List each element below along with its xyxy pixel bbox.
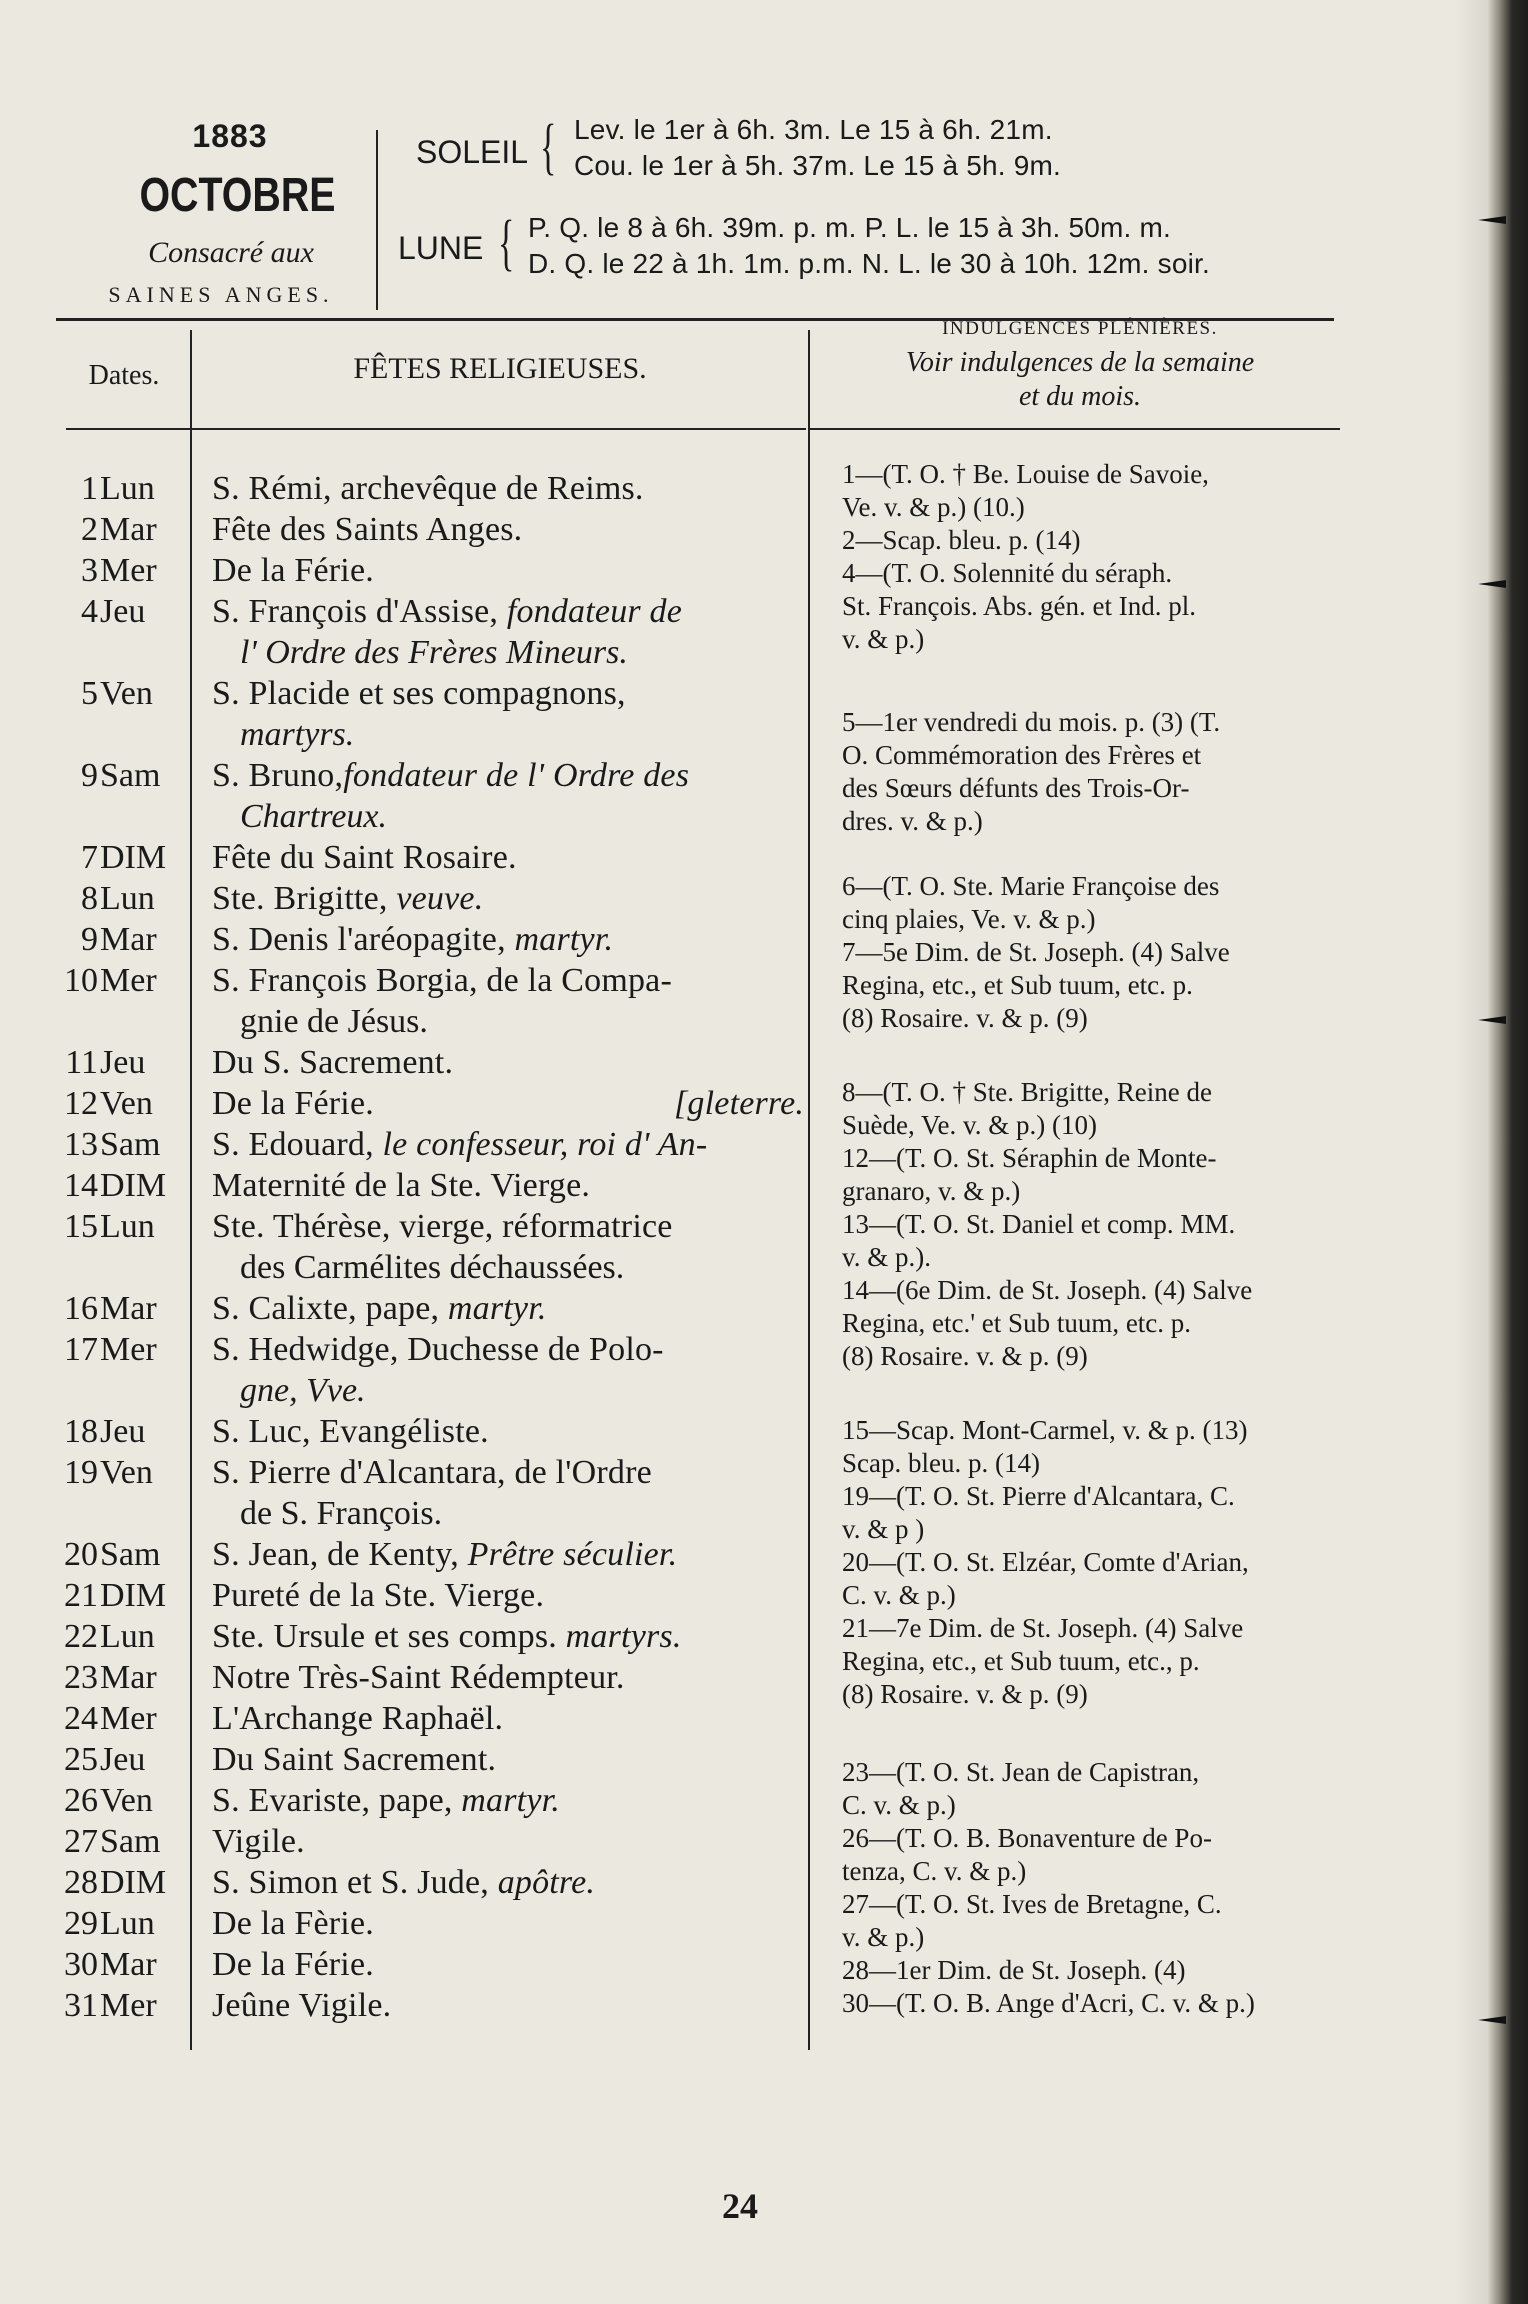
indulgence-line: (8) Rosaire. v. & p. (9) <box>842 1679 1088 1709</box>
feast-name <box>212 1575 867 1616</box>
feast-title: S. Hedwidge, Duchesse de Polo- <box>212 1331 664 1368</box>
feast-name <box>212 1042 867 1083</box>
feast-row <box>60 1452 820 1493</box>
day-number: 16 <box>64 1290 98 1327</box>
feast-name <box>212 509 867 550</box>
indulgences-group-3 <box>842 870 1362 1035</box>
binding-thread-icon <box>1476 574 1510 594</box>
weekday: Mer <box>100 552 157 589</box>
feast-title: Vigile. <box>212 1823 305 1860</box>
feast-row <box>60 1206 820 1247</box>
indulgence-line: 14—(6e Dim. de St. Joseph. (4) Salve <box>842 1275 1253 1305</box>
indulgence-line: O. Commémoration des Frères et <box>842 740 1202 770</box>
indulgences-group-2 <box>842 706 1362 838</box>
feast-title: De la Férie. <box>212 552 374 589</box>
dedication: Consacré aux <box>148 236 314 269</box>
weekday: Sam <box>100 1823 161 1860</box>
weekday: Mer <box>100 1700 157 1737</box>
feast-name <box>212 468 867 509</box>
feast-qualifier: fondateur de <box>506 593 683 630</box>
feast-name <box>212 591 867 632</box>
feast-title: De la Fèrie. <box>212 1905 374 1942</box>
feast-title: Jeûne Vigile. <box>212 1987 392 2024</box>
day-number: 11 <box>65 1044 98 1081</box>
feast-title: Notre Très-Saint Rédempteur. <box>212 1659 625 1696</box>
feast-row <box>60 1411 820 1452</box>
day-number: 15 <box>64 1208 98 1245</box>
feast-continuation: de S. François. <box>240 1495 443 1532</box>
indulgence-line: des Sœurs défunts des Trois-Or- <box>842 773 1190 803</box>
feast-name <box>212 1616 867 1657</box>
weekday: Jeu <box>100 1413 146 1450</box>
feast-row <box>60 591 820 632</box>
weekday: Ven <box>100 1454 153 1491</box>
feast-row <box>60 1083 820 1124</box>
feast-row <box>60 878 820 919</box>
feast-continuation: Chartreux. <box>240 798 388 835</box>
weekday: Ven <box>100 1085 153 1122</box>
indulgence-line: 8—(T. O. † Ste. Brigitte, Reine de <box>842 1077 1212 1107</box>
day-number: 5 <box>81 675 98 712</box>
indulgence-line: Regina, etc., et Sub tuum, etc. p. <box>842 970 1193 1000</box>
indulgence-line: (8) Rosaire. v. & p. (9) <box>842 1003 1088 1033</box>
feast-row <box>60 1575 820 1616</box>
day-number: 13 <box>64 1126 98 1163</box>
indulgences-subtitle-line1: Voir indulgences de la semaine <box>905 347 1255 378</box>
feast-name <box>212 1944 867 1985</box>
indulgence-line: 27—(T. O. St. Ives de Bretagne, C. <box>842 1889 1222 1919</box>
page-number: 24 <box>722 2186 758 2226</box>
indulgence-line: v. & p.) <box>842 1922 925 1952</box>
feast-row <box>60 1288 820 1329</box>
indulgence-line: 30—(T. O. B. Ange d'Acri, C. v. & p.) <box>842 1988 1255 2018</box>
indulgences-group-4 <box>842 1076 1362 1373</box>
day-number: 8 <box>81 880 98 917</box>
day-number: 27 <box>64 1823 98 1860</box>
indulgence-line: cinq plaies, Ve. v. & p.) <box>842 904 1096 934</box>
indulgence-line: Regina, etc., et Sub tuum, etc., p. <box>842 1646 1200 1676</box>
feast-row <box>60 673 820 714</box>
indulgence-line: 20—(T. O. St. Elzéar, Comte d'Arian, <box>842 1547 1249 1577</box>
day-number: 3 <box>81 552 98 589</box>
weekday: Sam <box>100 1536 161 1573</box>
feast-row <box>60 1657 820 1698</box>
indulgence-line: tenza, C. v. & p.) <box>842 1856 1027 1886</box>
lune-phase-2: D. Q. le 22 à 1h. 1m. p.m. N. L. le 30 à 10h. 12m. soir. <box>528 248 1210 279</box>
column-header-rule <box>66 428 806 430</box>
feast-row <box>60 1534 820 1575</box>
header-divider <box>376 130 378 310</box>
feast-continuation: martyrs. <box>240 716 355 753</box>
weekday: Mar <box>100 1946 157 1983</box>
feast-name <box>212 1206 867 1247</box>
day-number: 17 <box>64 1331 98 1368</box>
feast-name <box>212 1780 867 1821</box>
feast-qualifier: martyr. <box>447 1290 547 1327</box>
day-number: 7 <box>81 839 98 876</box>
feast-title: De la Férie. <box>212 1085 374 1122</box>
feast-title: S. Denis l'aréopagite, <box>212 921 515 958</box>
feast-qualifier: fondateur de l' Ordre des <box>343 757 690 794</box>
weekday: Sam <box>100 757 161 794</box>
indulgence-line: 5—1er vendredi du mois. p. (3) (T. <box>842 707 1221 737</box>
indulgence-line: granaro, v. & p.) <box>842 1176 1021 1206</box>
feast-title: S. Rémi, archevêque de Reims. <box>212 470 644 507</box>
feast-row <box>60 1329 820 1370</box>
day-number: 1 <box>81 470 98 507</box>
feast-row <box>60 837 820 878</box>
indulgence-line: 4—(T. O. Solennité du séraph. <box>842 558 1173 588</box>
feast-name <box>212 1821 867 1862</box>
day-number: 20 <box>64 1536 98 1573</box>
feast-continuation: des Carmélites déchaussées. <box>240 1249 625 1286</box>
indulgence-line: (8) Rosaire. v. & p. (9) <box>842 1341 1088 1371</box>
page-gutter-shadow <box>1455 0 1490 2304</box>
feast-title: S. Luc, Evangéliste. <box>212 1413 489 1450</box>
lune-brace: { <box>498 209 515 277</box>
feast-title: S. Calixte, pape, <box>212 1290 448 1327</box>
feast-name <box>212 1698 867 1739</box>
weekday: Mar <box>100 921 157 958</box>
feast-row <box>60 468 820 509</box>
indulgence-line: dres. v. & p.) <box>842 806 983 836</box>
feast-row <box>60 960 820 1001</box>
day-number: 19 <box>64 1454 98 1491</box>
weekday: Jeu <box>100 1044 146 1081</box>
day-number: 12 <box>64 1085 98 1122</box>
feast-row <box>60 919 820 960</box>
feast-row <box>60 1124 820 1165</box>
soleil-rise: Lev. le 1er à 6h. 3m. Le 15 à 6h. 21m. <box>574 114 1053 145</box>
indulgence-line: 2—Scap. bleu. p. (14) <box>842 525 1081 555</box>
indulgences-subtitle-line2: et du mois. <box>1018 381 1142 412</box>
indulgence-line: 15—Scap. Mont-Carmel, v. & p. (13) <box>842 1415 1248 1445</box>
binding-edge <box>1488 0 1528 2304</box>
feast-title: S. Jean, de Kenty, <box>212 1536 468 1573</box>
feast-continuation: l' Ordre des Frères Mineurs. <box>240 634 628 671</box>
feast-name <box>212 1985 867 2026</box>
indulgence-line: 19—(T. O. St. Pierre d'Alcantara, C. <box>842 1481 1235 1511</box>
indulgence-line: v. & p.) <box>842 624 925 654</box>
feast-name <box>212 673 867 714</box>
indulgence-line: 7—5e Dim. de St. Joseph. (4) Salve <box>842 937 1230 967</box>
feast-name <box>212 1739 867 1780</box>
feast-name <box>212 1411 867 1452</box>
weekday: Lun <box>100 880 155 917</box>
feast-continuation: gne, Vve. <box>240 1372 366 1409</box>
weekday: Jeu <box>100 593 146 630</box>
day-number: 4 <box>81 593 98 630</box>
feast-title: S. Pierre d'Alcantara, de l'Ordre <box>212 1454 652 1491</box>
feast-title: Ste. Thérèse, vierge, réformatrice <box>212 1208 673 1245</box>
feast-qualifier: le confesseur, roi d' An- <box>382 1126 708 1163</box>
feast-title: S. François d'Assise, <box>212 593 507 630</box>
dates-column-header: Dates. <box>88 360 160 391</box>
day-number: 28 <box>64 1864 98 1901</box>
feast-title: Maternité de la Ste. Vierge. <box>212 1167 591 1204</box>
feast-title: S. Simon et S. Jude, <box>212 1864 498 1901</box>
weekday: Sam <box>100 1126 161 1163</box>
feast-name <box>212 837 867 878</box>
indulgence-line: v. & p ) <box>842 1514 925 1544</box>
weekday: Mar <box>100 1290 157 1327</box>
feast-name <box>212 1083 867 1124</box>
day-number: 23 <box>64 1659 98 1696</box>
feast-row <box>60 1985 820 2026</box>
weekday: Lun <box>100 1905 155 1942</box>
feast-name <box>212 550 867 591</box>
indulgence-line: St. François. Abs. gén. et Ind. pl. <box>842 591 1196 621</box>
soleil-set: Cou. le 1er à 5h. 37m. Le 15 à 5h. 9m. <box>574 150 1062 181</box>
feast-name <box>212 1903 867 1944</box>
feast-qualifier: martyrs. <box>565 1618 682 1655</box>
feast-title: S. François Borgia, de la Compa- <box>212 962 672 999</box>
feast-row <box>60 1903 820 1944</box>
weekday: DIM <box>100 839 167 876</box>
indulgence-line: C. v. & p.) <box>842 1580 956 1610</box>
day-number: 26 <box>64 1782 98 1819</box>
weekday: Mar <box>100 511 157 548</box>
feast-row <box>60 1165 820 1206</box>
feast-qualifier: apôtre. <box>497 1864 596 1901</box>
indulgence-line: 12—(T. O. St. Séraphin de Monte- <box>842 1143 1217 1173</box>
feast-title: S. Evariste, pape, <box>212 1782 462 1819</box>
feast-continuation: gnie de Jésus. <box>240 1003 428 1040</box>
day-number: 9 <box>81 757 98 794</box>
binding-thread-icon <box>1476 2010 1510 2030</box>
feast-row <box>60 755 820 796</box>
feast-title: Ste. Ursule et ses comps. <box>212 1618 566 1655</box>
weekday: Mar <box>100 1659 157 1696</box>
day-number: 25 <box>64 1741 98 1778</box>
indulgences-header-rule <box>810 428 1340 430</box>
feast-name <box>212 1124 867 1165</box>
feast-title: Fête des Saints Anges. <box>212 511 523 548</box>
indulgence-line: Regina, etc.' et Sub tuum, etc. p. <box>842 1308 1192 1338</box>
weekday: Ven <box>100 675 153 712</box>
indulgence-line: Suède, Ve. v. & p.) (10) <box>842 1110 1097 1140</box>
feast-title: Du Saint Sacrement. <box>212 1741 497 1778</box>
feast-name <box>212 878 867 919</box>
feast-qualifier: veuve. <box>396 880 484 917</box>
feast-name <box>212 1329 867 1370</box>
weekday: Ven <box>100 1782 153 1819</box>
lune-phase-1: P. Q. le 8 à 6h. 39m. p. m. P. L. le 15 à 3h. 50m. m. <box>528 212 1172 243</box>
feast-row <box>60 1944 820 1985</box>
weekday: DIM <box>100 1864 167 1901</box>
soleil-label: SOLEIL <box>416 134 529 170</box>
indulgence-line: Scap. bleu. p. (14) <box>842 1448 1040 1478</box>
indulgence-line: 13—(T. O. St. Daniel et comp. MM. <box>842 1209 1236 1239</box>
indulgence-line: 23—(T. O. St. Jean de Capistran, <box>842 1757 1200 1787</box>
soleil-brace: { <box>540 113 557 181</box>
day-number: 24 <box>64 1700 98 1737</box>
day-number: 9 <box>81 921 98 958</box>
feast-qualifier: martyr. <box>461 1782 560 1819</box>
binding-thread-icon <box>1476 210 1510 230</box>
weekday: Lun <box>100 1618 155 1655</box>
weekday: DIM <box>100 1167 167 1204</box>
feast-title: Ste. Brigitte, <box>212 880 397 917</box>
indulgence-line: Ve. v. & p.) (10.) <box>842 492 1025 522</box>
feast-row <box>60 1780 820 1821</box>
weekday: Jeu <box>100 1741 146 1778</box>
weekday: Lun <box>100 470 155 507</box>
feast-name <box>212 755 867 796</box>
feast-title: L'Archange Raphaël. <box>212 1700 504 1737</box>
weekday: DIM <box>100 1577 167 1614</box>
day-number: 29 <box>64 1905 98 1942</box>
indulgence-line: 26—(T. O. B. Bonaventure de Po- <box>842 1823 1212 1853</box>
indulgences-group-1 <box>842 458 1362 656</box>
feast-title: S. Placide et ses compagnons, <box>212 675 626 712</box>
feast-title: Pureté de la Ste. Vierge. <box>212 1577 545 1614</box>
feast-row <box>60 1821 820 1862</box>
feast-name <box>212 1534 867 1575</box>
indulgences-group-6 <box>842 1756 1362 2020</box>
feast-row <box>60 1616 820 1657</box>
feast-name <box>212 1452 867 1493</box>
feast-name <box>212 960 867 1001</box>
day-number: 2 <box>81 511 98 548</box>
weekday: Lun <box>100 1208 155 1245</box>
day-number: 21 <box>64 1577 98 1614</box>
feasts-column-header: FÊTES RELIGIEUSES. <box>353 352 647 385</box>
day-number: 18 <box>64 1413 98 1450</box>
feast-row <box>60 1862 820 1903</box>
feast-title: De la Férie. <box>212 1946 374 1983</box>
year: 1883 <box>192 118 268 154</box>
month-title: OCTOBRE <box>139 169 336 222</box>
feast-name <box>212 1165 867 1206</box>
day-number: 22 <box>64 1618 98 1655</box>
indulgence-line: 21—7e Dim. de St. Joseph. (4) Salve <box>842 1613 1244 1643</box>
feast-title: Fête du Saint Rosaire. <box>212 839 517 876</box>
weekday: Mer <box>100 1987 157 2024</box>
indulgences-column-header: INDULGENCES PLÉNIÈRES. <box>942 318 1218 339</box>
feast-row <box>60 1042 820 1083</box>
feast-name <box>212 1862 867 1903</box>
lune-label: LUNE <box>398 230 484 266</box>
feast-row <box>60 509 820 550</box>
binding-thread-icon <box>1476 1010 1510 1030</box>
day-number: 31 <box>64 1987 98 2024</box>
feast-qualifier: Prêtre séculier. <box>467 1536 678 1573</box>
day-number: 14 <box>64 1167 98 1204</box>
feast-qualifier: martyr. <box>514 921 614 958</box>
dedication-subject: SAINES ANGES. <box>108 282 334 307</box>
feast-name <box>212 1288 867 1329</box>
feast-title: Du S. Sacrement. <box>212 1044 454 1081</box>
indulgence-line: 6—(T. O. Ste. Marie Françoise des <box>842 871 1220 901</box>
feast-name <box>212 919 867 960</box>
day-number: 30 <box>64 1946 98 1983</box>
weekday: Mer <box>100 962 157 999</box>
indulgence-line: 28—1er Dim. de St. Joseph. (4) <box>842 1955 1186 1985</box>
indulgence-line: C. v. & p.) <box>842 1790 956 1820</box>
feast-row <box>60 1739 820 1780</box>
indulgence-line: v. & p.). <box>842 1242 931 1272</box>
feast-name <box>212 1657 867 1698</box>
weekday: Mer <box>100 1331 157 1368</box>
indulgence-line: 1—(T. O. † Be. Louise de Savoie, <box>842 459 1209 489</box>
feast-row <box>60 550 820 591</box>
indulgences-group-5 <box>842 1414 1362 1711</box>
day-number: 10 <box>64 962 98 999</box>
indulgences-subtitle <box>810 346 1350 414</box>
feast-title: S. Edouard, <box>212 1126 383 1163</box>
feast-qualifier: [gleterre. <box>674 1085 805 1122</box>
feast-row <box>60 1698 820 1739</box>
feast-title: S. Bruno, <box>212 757 344 794</box>
